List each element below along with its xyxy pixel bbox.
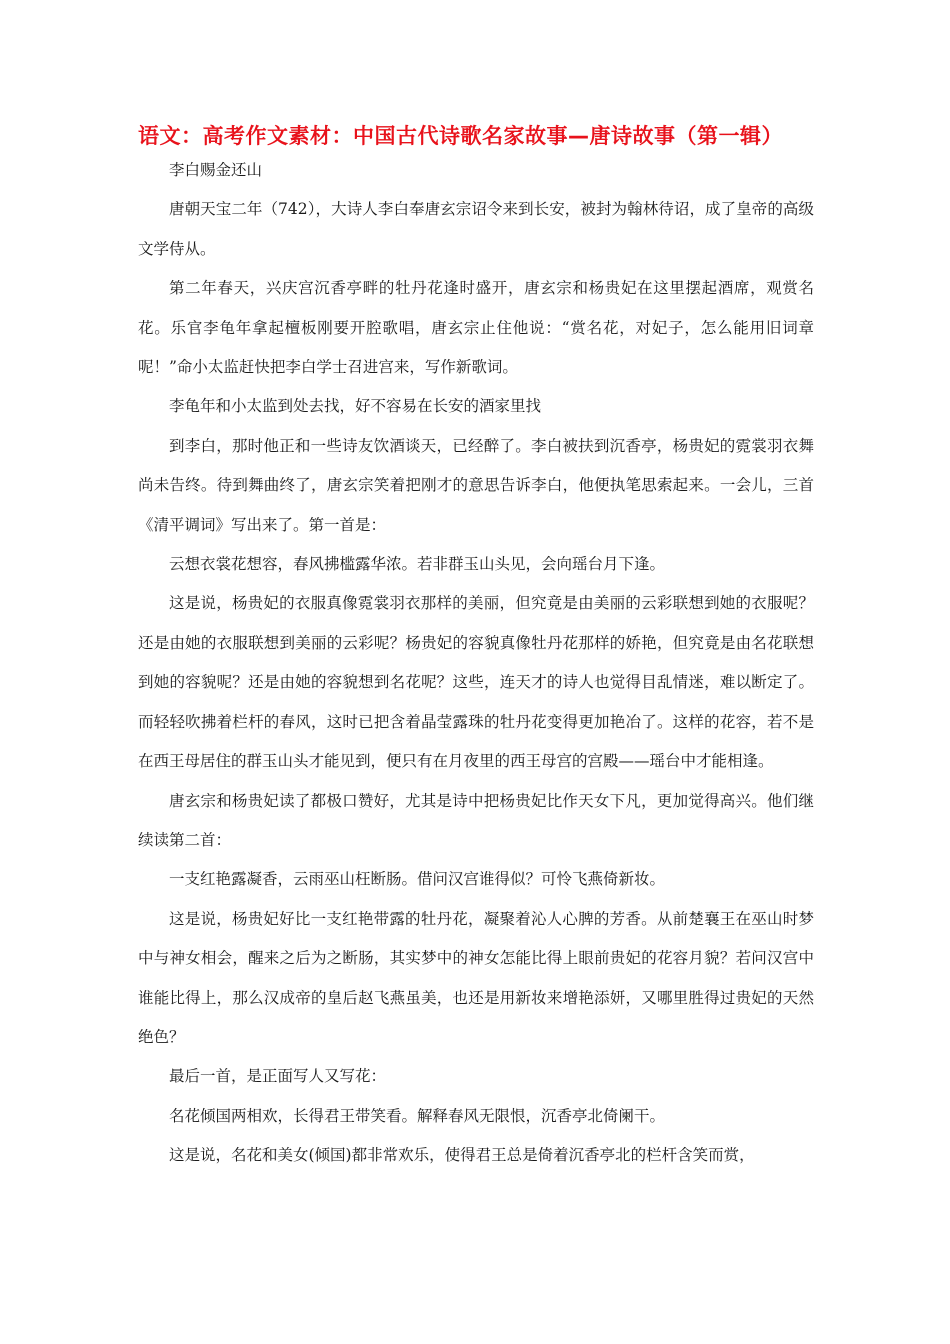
paragraph: 这是说，杨贵妃的衣服真像霓裳羽衣那样的美丽，但究竟是由美丽的云彩联想到她的衣服呢？还是由她的衣服联想到美丽的云彩呢？杨贵妃的容貌真像牡丹花那样的娇艳，但究竟是由名花联想到她的容貌呢？还是由她的容貌想到名花呢？这些，连天才的诗人也觉得目乱情迷，难以断定了。而轻轻吹拂着栏杆的春风，这时已把含着晶莹露珠的牡丹花变得更加艳冶了。这样的花容，若不是在西王母居住的群玉山头才能见到，便只有在月夜里的西王母宫的宫殿——瑶台中才能相逢。 (138, 594, 814, 771)
poem-line: 名花倾国两相欢，长得君王带笑看。解释春风无限恨，沉香亭北倚阑干。 (169, 1106, 666, 1125)
paragraph: 最后一首，是正面写人又写花： (169, 1067, 387, 1086)
document-body (138, 151, 814, 1176)
paragraph: 到李白，那时他正和一些诗友饮酒谈天，已经醉了。李白被扶到沉香亭，杨贵妃的霓裳羽衣舞尚未告终。待到舞曲终了，唐玄宗笑着把刚才的意思告诉李白，他便执笔思索起来。一会儿，三首《清平调词》写出来了。第一首是： (138, 436, 814, 534)
paragraph: 李龟年和小太监到处去找，好不容易在长安的酒家里找 (169, 397, 542, 416)
paragraph: 这是说，杨贵妃好比一支红艳带露的牡丹花，凝聚着沁人心脾的芳香。从前楚襄王在巫山时梦中与神女相会，醒来之后为之断肠，其实梦中的神女怎能比得上眼前贵妃的花容月貌？若问汉宫中谁能比得上，那么汉成帝的皇后赵飞燕虽美，也还是用新妆来增艳添妍，又哪里胜得过贵妃的天然绝色？ (138, 909, 814, 1046)
document-title: 语文：高考作文素材：中国古代诗歌名家故事—唐诗故事（第一辑） (138, 124, 783, 148)
poem-line: 云想衣裳花想容，春风拂槛露华浓。若非群玉山头见，会向瑶台月下逢。 (169, 555, 666, 574)
poem-line: 一支红艳露凝香，云雨巫山枉断肠。借问汉宫谁得似？可怜飞燕倚新妆。 (169, 870, 666, 889)
paragraph: 这是说，名花和美女(倾国)都非常欢乐，使得君王总是倚着沉香亭北的栏杆含笑而赏， (169, 1146, 755, 1165)
section-heading: 李白赐金还山 (169, 161, 263, 179)
paragraph: 第二年春天，兴庆宫沉香亭畔的牡丹花逢时盛开，唐玄宗和杨贵妃在这里摆起酒席，观赏名花。乐官李龟年拿起檀板刚要开腔歌唱，唐玄宗止住他说：“赏名花，对妃子，怎么能用旧词章呢！”命小太监赶快把李白学士召进宫来，写作新歌词。 (138, 279, 814, 377)
paragraph: 唐朝天宝二年（742），大诗人李白奉唐玄宗诏令来到长安，被封为翰林待诏，成了皇帝的高级文学侍从。 (138, 200, 814, 258)
paragraph: 唐玄宗和杨贵妃读了都极口赞好，尤其是诗中把杨贵妃比作天女下凡，更加觉得高兴。他们继续读第二首： (138, 791, 814, 849)
